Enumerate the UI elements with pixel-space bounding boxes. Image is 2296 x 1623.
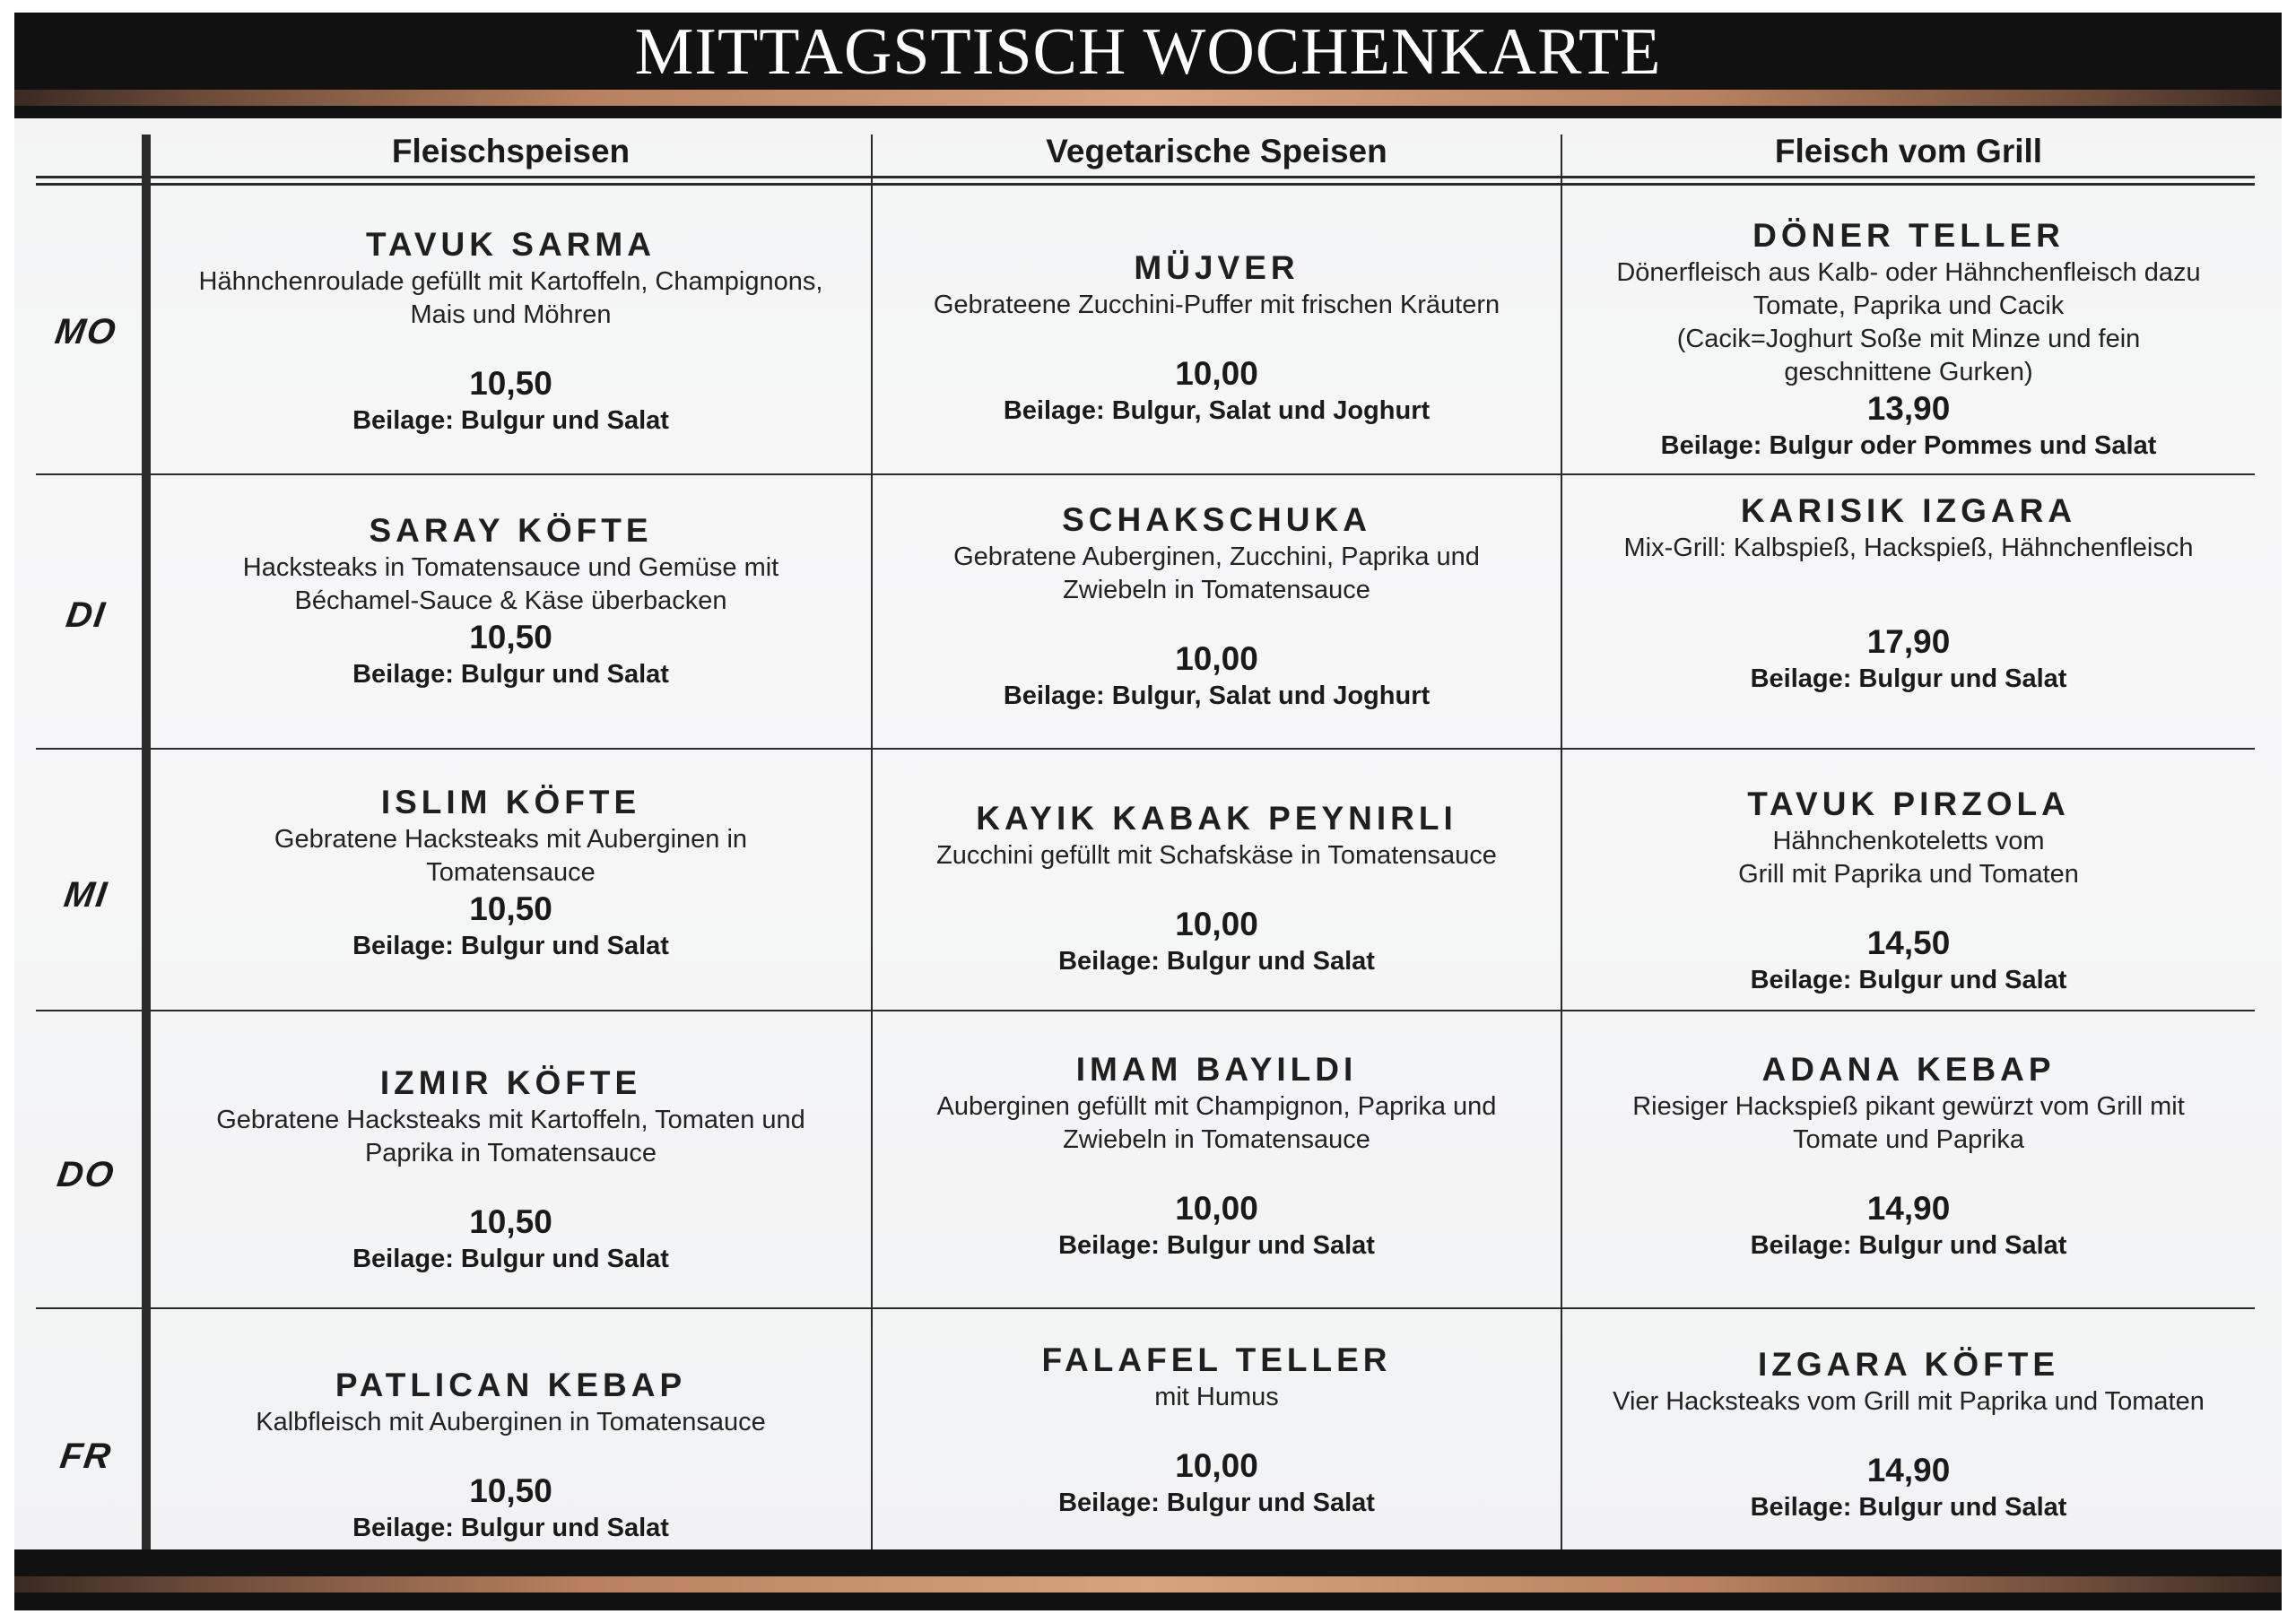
dish-side: Beilage: Bulgur und Salat [352, 1514, 669, 1542]
dish-description: Gebrateene Zucchini-Puffer mit frischen Kräutern [933, 291, 1500, 319]
menu-cell [151, 224, 871, 438]
menu-table [14, 13, 2282, 1610]
menu-cell [151, 1365, 871, 1545]
row-divider [36, 1010, 2255, 1011]
dish-name: FALAFEL TELLER [1041, 1341, 1392, 1378]
dish-description: Vier Hacksteaks vom Grill mit Paprika und Tomaten [1613, 1387, 2205, 1416]
dish-name: IMAM BAYILDI [1075, 1051, 1358, 1088]
dish-description: (Cacik=Joghurt Soße mit Minze und fein [1676, 325, 2141, 353]
column-header-vegetarian: Vegetarische Speisen [1046, 133, 1387, 169]
dish-description: Tomate und Paprika [1793, 1125, 2024, 1154]
day-label-mi: MI [61, 875, 111, 915]
dish-price: 14,90 [1866, 1190, 1951, 1227]
menu-cell [151, 510, 871, 691]
dish-side: Beilage: Bulgur, Salat und Joghurt [1003, 681, 1431, 710]
dish-name: TAVUK PIRZOLA [1747, 785, 2070, 822]
day-column-divider [142, 135, 151, 1549]
dish-side: Beilage: Bulgur oder Pommes und Salat [1660, 431, 2157, 460]
dish-side: Beilage: Bulgur und Salat [1750, 966, 2067, 994]
dish-description: Tomate, Paprika und Cacik [1752, 291, 2065, 320]
dish-price: 10,00 [1175, 640, 1258, 677]
menu-cell [873, 798, 1561, 978]
dish-side: Beilage: Bulgur und Salat [1058, 947, 1375, 976]
dish-side: Beilage: Bulgur und Salat [1058, 1488, 1375, 1517]
dish-description: Paprika in Tomatensauce [364, 1139, 657, 1167]
dish-price: 17,90 [1866, 623, 1951, 660]
menu-cell [1562, 1049, 2255, 1263]
dish-side: Beilage: Bulgur und Salat [1750, 1231, 2067, 1260]
header-rule [36, 176, 2255, 178]
dish-description: Gebratene Hacksteaks mit Kartoffeln, Tomaten und [216, 1106, 805, 1134]
menu-cell [151, 1063, 871, 1276]
dish-name: ISLIM KÖFTE [380, 784, 641, 820]
dish-side: Beilage: Bulgur und Salat [352, 932, 669, 960]
day-label-do: DO [54, 1155, 118, 1194]
dish-description: Tomatensauce [426, 858, 596, 887]
dish-description: Hähnchenkoteletts vom [1772, 827, 2045, 855]
menu-cell [873, 247, 1561, 428]
menu-cell [1562, 490, 2255, 696]
dish-side: Beilage: Bulgur und Salat [1058, 1231, 1375, 1260]
dish-description: Zwiebeln in Tomatensauce [1063, 1125, 1370, 1154]
menu-cell [1562, 784, 2255, 997]
menu-cell [1562, 215, 2255, 463]
dish-description: Béchamel-Sauce & Käse überbacken [294, 586, 727, 615]
menu-cell [873, 1340, 1561, 1520]
dish-name: KAYIK KABAK PEYNIRLI [976, 800, 1457, 837]
dish-name: MÜJVER [1134, 249, 1300, 286]
dish-price: 10,50 [469, 1203, 552, 1240]
dish-price: 10,00 [1175, 906, 1258, 942]
dish-description: Kalbfleisch mit Auberginen in Tomatensauce [256, 1408, 766, 1436]
dish-price: 14,50 [1866, 924, 1951, 961]
dish-description: Mais und Möhren [410, 300, 612, 329]
dish-side: Beilage: Bulgur und Salat [1750, 664, 2067, 693]
page-title: MITTAGSTISCH WOCHENKARTE [634, 15, 1662, 89]
dish-name: SCHAKSCHUKA [1062, 501, 1371, 538]
dish-name: KARISIK IZGARA [1740, 492, 2077, 529]
dish-name: DÖNER TELLER [1752, 217, 2065, 254]
column-header-meat: Fleischspeisen [391, 133, 631, 169]
dish-price: 14,90 [1866, 1452, 1951, 1488]
dish-side: Beilage: Bulgur und Salat [352, 1245, 669, 1273]
column-header-grill: Fleisch vom Grill [1774, 133, 2043, 169]
dish-name: SARAY KÖFTE [369, 512, 653, 549]
dish-price: 10,50 [469, 1472, 552, 1509]
menu-cell [873, 1049, 1561, 1263]
dish-side: Beilage: Bulgur und Salat [1750, 1493, 2067, 1522]
dish-price: 10,50 [469, 365, 552, 402]
dish-price: 13,90 [1866, 390, 1951, 427]
dish-description: geschnittene Gurken) [1784, 358, 2033, 386]
dish-name: TAVUK SARMA [366, 226, 656, 263]
menu-cell [1562, 1344, 2255, 1524]
dish-side: Beilage: Bulgur und Salat [352, 660, 669, 689]
dish-price: 10,00 [1175, 355, 1258, 392]
menu-page [14, 13, 2282, 1610]
dish-name: IZMIR KÖFTE [379, 1064, 642, 1101]
dish-description: Gebratene Hacksteaks mit Auberginen in [274, 825, 748, 854]
dish-description: Riesiger Hackspieß pikant gewürzt vom Grill mit [1632, 1092, 2185, 1121]
dish-name: IZGARA KÖFTE [1757, 1346, 2060, 1383]
dish-description: Zucchini gefüllt mit Schafskäse in Tomatensauce [936, 841, 1497, 870]
dish-price: 10,50 [469, 890, 552, 927]
dish-price: 10,00 [1175, 1447, 1258, 1484]
dish-description: Dönerfleisch aus Kalb- oder Hähnchenfleisch dazu [1616, 258, 2201, 287]
dish-description: Zwiebeln in Tomatensauce [1063, 576, 1370, 604]
dish-description: Hacksteaks in Tomatensauce und Gemüse mit [242, 553, 779, 582]
row-divider [36, 473, 2255, 475]
dish-description: Mix-Grill: Kalbspieß, Hackspieß, Hähnchenfleisch [1623, 534, 2194, 562]
menu-cell [151, 782, 871, 963]
dish-description: mit Humus [1154, 1383, 1279, 1411]
day-label-fr: FR [57, 1436, 115, 1476]
row-divider [36, 1307, 2255, 1309]
row-divider [36, 748, 2255, 750]
dish-price: 10,50 [469, 619, 552, 655]
dish-side: Beilage: Bulgur, Salat und Joghurt [1003, 396, 1431, 425]
dish-name: PATLICAN KEBAP [335, 1367, 687, 1403]
dish-description: Auberginen gefüllt mit Champignon, Paprika und [936, 1092, 1497, 1121]
day-label-mo: MO [52, 312, 120, 352]
header-rule [36, 183, 2255, 186]
dish-description: Grill mit Paprika und Tomaten [1738, 860, 2079, 889]
dish-side: Beilage: Bulgur und Salat [352, 406, 669, 435]
day-label-di: DI [63, 595, 109, 635]
dish-description: Hähnchenroulade gefüllt mit Kartoffeln, Champignons, [198, 267, 823, 296]
footer-accent-stripe [14, 1576, 2282, 1593]
menu-cell [873, 499, 1561, 713]
dish-name: ADANA KEBAP [1761, 1051, 2056, 1088]
dish-price: 10,00 [1175, 1190, 1258, 1227]
dish-description: Gebratene Auberginen, Zucchini, Paprika und [953, 542, 1480, 571]
